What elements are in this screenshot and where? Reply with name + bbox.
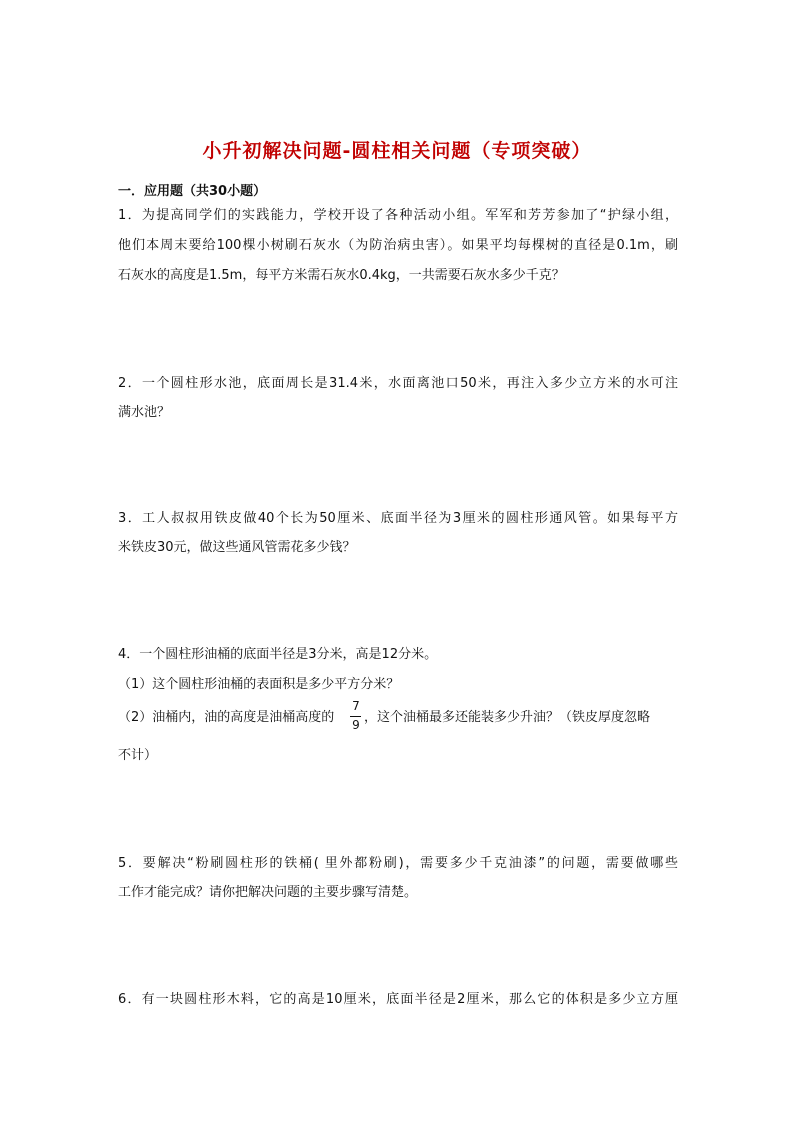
- fraction-numerator: 7: [352, 699, 360, 713]
- question-3-line-2: 米铁皮30元，做这些通风管需花多少钱？: [118, 540, 356, 555]
- fraction-bar: [350, 716, 361, 717]
- question-2-line-1: 2．一个圆柱形水池，底面周长是31.4米，水面离池口50米，再注入多少立方米的水可注: [118, 376, 678, 391]
- section-heading: 一．应用题（共30小题）: [118, 184, 267, 199]
- fraction-denominator: 9: [352, 718, 360, 732]
- question-1-line-1: 1．为提高同学们的实践能力，学校开设了各种活动小组。军军和芳芳参加了“护绿小组，: [118, 208, 678, 223]
- question-3-line-1: 3．工人叔叔用铁皮做40个长为50厘米、底面半径为3厘米的圆柱形通风管。如果每平方: [118, 511, 678, 526]
- question-1-line-3: 石灰水的高度是1.5m，每平方米需石灰水0.4kg，一共需要石灰水多少千克？: [118, 268, 565, 283]
- question-4-sub-1: （1）这个圆柱形油桶的表面积是多少平方分米？: [118, 677, 400, 692]
- question-4-sub-2-part-a: （2）油桶内，油的高度是油桶高度的: [118, 710, 335, 725]
- question-1-line-2: 他们本周末要给100棵小树刷石灰水（为防治病虫害）。如果平均每棵树的直径是0.1m，刷: [118, 238, 678, 253]
- question-4-sub-2-line-2: 不计）: [118, 748, 158, 763]
- question-4-sub-2-part-b: ，这个油桶最多还能装多少升油？（铁皮厚度忽略: [364, 710, 651, 725]
- question-6-line-1: 6．有一块圆柱形木料，它的高是10厘米，底面半径是2厘米，那么它的体积是多少立方厘: [118, 992, 678, 1007]
- document-title: 小升初解决问题-圆柱相关问题（专项突破）: [202, 140, 592, 162]
- question-4-line-1: 4．一个圆柱形油桶的底面半径是3分米，高是12分米。: [118, 647, 438, 662]
- question-2-line-2: 满水池？: [118, 405, 171, 420]
- question-5-line-1: 5．要解决“粉刷圆柱形的铁桶( 里外都粉刷)，需要多少千克油漆”的问题，需要做哪些: [118, 856, 678, 871]
- question-5-line-2: 工作才能完成？请你把解决问题的主要步骤写清楚。: [118, 885, 418, 900]
